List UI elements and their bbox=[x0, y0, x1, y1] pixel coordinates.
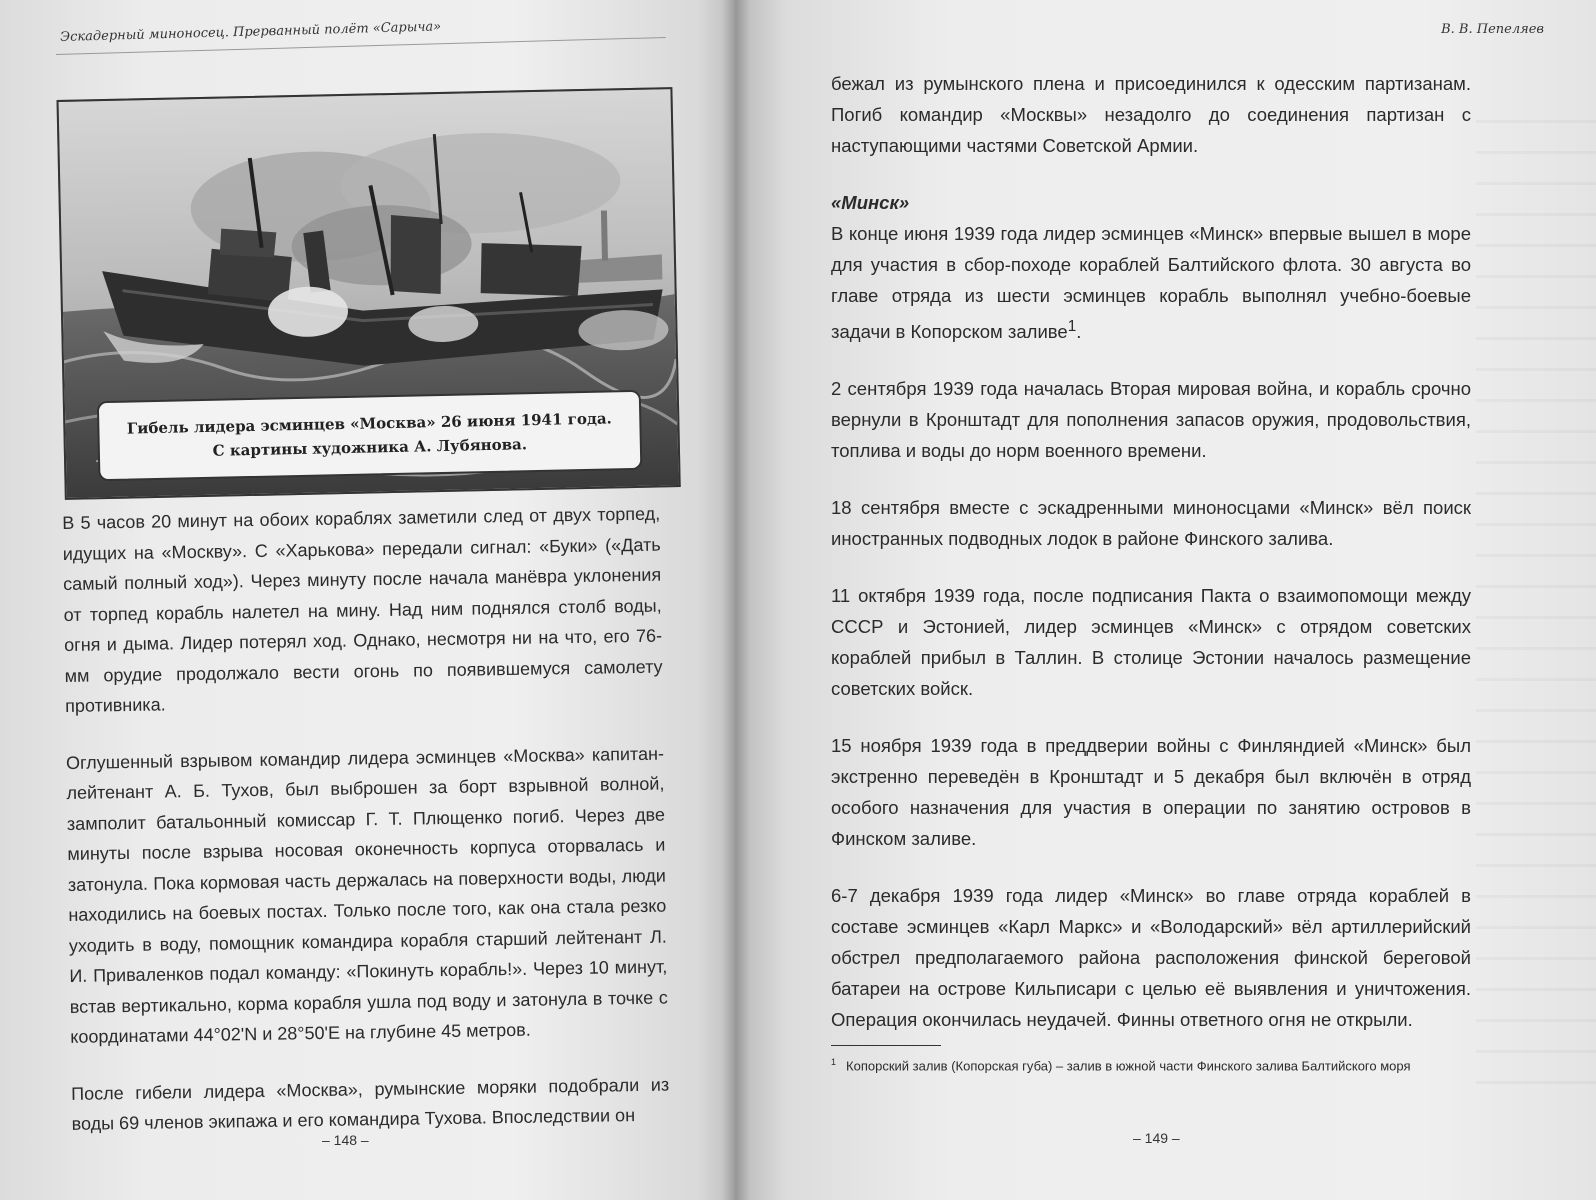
footnote bbox=[831, 1054, 1471, 1074]
paragraph: В 5 часов 20 минут на обоих кораблях заметили след от двух торпед, идущих на «Москву». С «Харькова» передали сигнал: «Буки» («Дать самый полный ход»). Через минуту после начала манёвра уклонения от торпед корабль налетел на мину. Над ним поднялся столб воды, огня и дыма. Лидер потерял ход. Однако, несмотря ни на что, его 76-мм орудие продолжало вести огонь по появившемуся самолету противника. bbox=[62, 503, 663, 716]
right-page bbox=[735, 0, 1596, 1200]
left-running-head: Эскадерный миноносец. Прерванный полёт «Сарыча» bbox=[60, 19, 442, 45]
section-title: «Минск» bbox=[831, 192, 910, 213]
paragraph: 18 сентября вместе с эскадренными миноносцами «Минск» вёл поиск иностранных подводных лодок в районе Финского залива. bbox=[831, 497, 1471, 550]
show-through-text bbox=[1476, 120, 1596, 1100]
left-body-text bbox=[62, 499, 670, 1166]
paragraph-with-footnote bbox=[831, 218, 1471, 347]
paragraph-end: . bbox=[1076, 321, 1082, 343]
paragraph: Оглушенный взрывом командир лидера эсминцев «Москва» капитан-лейтенант А. Б. Тухов, был выброшен за борт взрывной волной, замполит батальонный комиссар Г. Т. Плющенко погиб. Через две минуты после взрыва носовая оконечность корпуса оторвалась и затонула. Пока кормовая часть держалась на поверхности воды, люди находились на боевых постах. Только после того, как она стала резко уходить в воду, помощник командира корабля старший лейтенант Л. И. Приваленков подал команду: «Покинуть корабль!». Через 10 минут, встав вертикально, корма корабля ушла под воду и затонула в точке с координатами 44°02'N и 28°50'E на глубине 45 метров. bbox=[65, 743, 668, 1047]
paragraph: 2 сентября 1939 года началась Вторая мировая война, и корабль срочно вернули в Кронштадт для пополнения запасов оружия, продовольствия, топлива и воды до норм военного времени. bbox=[831, 378, 1471, 462]
paragraph: 11 октября 1939 года, после подписания Пакта о взаимопомощи между СССР и Эстонией, лидер эсминцев «Минск» с отрядом советских кораблей прибыл в Таллин. В столице Эстонии началось размещение советских войск. bbox=[831, 585, 1471, 700]
footnote-marker: 1 bbox=[1067, 318, 1077, 335]
caption-line-1: Гибель лидера эсминцев «Москва» 26 июня 1941 года. bbox=[126, 409, 612, 438]
right-running-head: В. В. Пепеляев bbox=[1441, 22, 1544, 37]
footnote-text: Копорский залив (Копорская губа) – залив в южной части Финского залива Балтийского моря bbox=[846, 1058, 1411, 1074]
right-body-text bbox=[831, 68, 1471, 1074]
book-gutter bbox=[722, 0, 750, 1200]
paragraph: бежал из румынского плена и присоединился к одесским партизанам. Погиб командир «Москвы» незадолго до соединения партизан с наступающими частями Советской Армии. bbox=[831, 73, 1471, 156]
footnote-rule bbox=[831, 1045, 941, 1046]
figure bbox=[56, 63, 676, 476]
caption-line-2: С картины художника А. Лубянова. bbox=[212, 435, 528, 460]
footnote-number: 1 bbox=[831, 1057, 837, 1068]
page-number-left: – 148 – bbox=[322, 1132, 369, 1148]
page-number-right: – 149 – bbox=[1133, 1130, 1180, 1146]
paragraph: 15 ноября 1939 года в преддверии войны с Финляндией «Минск» был экстренно переведён в Кронштадт и 5 декабря был включён в отряд особого назначения для участия в операции по занятию островов в Финском заливе. bbox=[831, 735, 1471, 850]
paragraph: После гибели лидера «Москва», румынские моряки подобрали из воды 69 членов экипажа и его командира Тухова. Впоследствии он bbox=[71, 1074, 670, 1134]
paragraph-text: В конце июня 1939 года лидер эсминцев «Минск» впервые вышел в море для участия в сбор-походе кораблей Балтийского флота. 30 августа во главе отряда из шести эсминцев корабль выполнял учебно-боевые задачи в Копорском заливе bbox=[831, 223, 1471, 343]
paragraph: 6-7 декабря 1939 года лидер «Минск» во главе отряда кораблей в составе эсминцев «Карл Маркс» и «Володарский» вёл артиллерийский обстрел предполагаемого района расположения финской береговой батареи на острове Кильписари с целью её выявления и уничтожения. Операция окончилась неудачей. Финны ответного огня не открыли. bbox=[831, 885, 1471, 1031]
left-page bbox=[0, 0, 735, 1200]
figure-caption bbox=[97, 390, 643, 481]
